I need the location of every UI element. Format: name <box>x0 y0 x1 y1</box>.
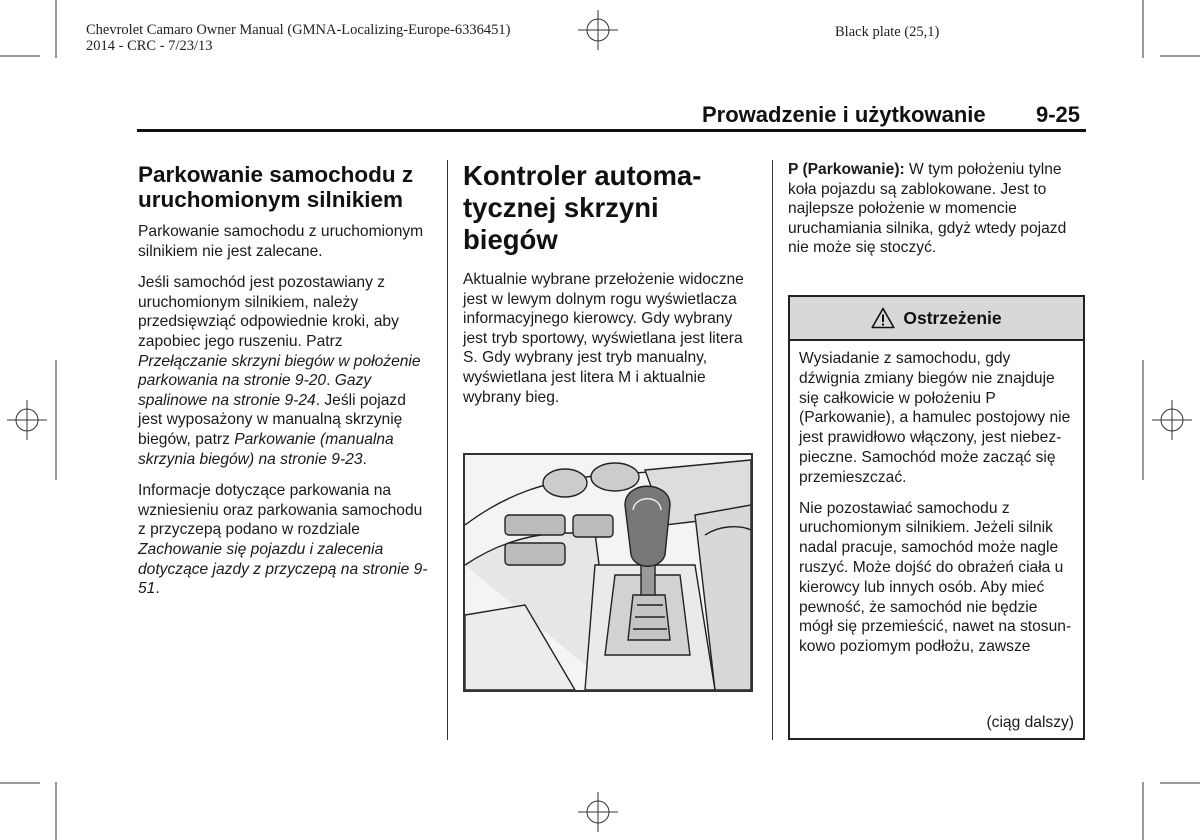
text: Jeśli samochód jest pozostawiany z uruchomionym silnikiem, należy przedsięwziąć odpowiednie kroki, aby zapobiec jego ruszeniu. Patrz <box>138 274 399 350</box>
paragraph <box>138 481 434 599</box>
paragraph: Aktualnie wybrane przełożenie widoczne jest w lewym dolnym rogu wyświetlacza informacyjnego kierowcy. Gdy wybrany jest tryb sportowy, wyświetlana jest litera S. Gdy wybrany jest tryb manualny, wyświetlana jest litera M i aktualnie wybrany bieg. <box>463 271 744 406</box>
text: . <box>155 580 160 598</box>
paragraph <box>788 160 1085 258</box>
warning-paragraph: Wysiadanie z samochodu, gdy dźwignia zmiany biegów nie znajduje się całkowicie w położeniu P (Parkowanie), a hamulec postojowy nie jest prawidłowo włączony, jest niebezpieczne. Samochód może zacząć się przemieszczać. <box>799 350 1071 486</box>
text: W tym położeniu tylne koła pojazdu są zablokowane. Jest to najlepsze położenie w momencie uruchamiania silnika, gdyż wtedy pojazd nie może się stoczyć. <box>788 161 1067 257</box>
shift-lever-illustration <box>463 453 753 692</box>
warning-title: Ostrzeżenie <box>903 307 1002 328</box>
page-number: 9-25 <box>1036 102 1081 127</box>
print-meta-line2: 2014 - CRC - 7/23/13 <box>86 38 213 54</box>
column-divider <box>772 160 773 740</box>
cross-reference: Parkowanie (manualna skrzynia biegów) na stronie 9-23 <box>138 430 394 468</box>
cross-reference: Zachowanie się pojazdu i zalecenia dotyczące jazdy z przyczepą na stronie 9-51 <box>138 540 428 598</box>
continued-note: (ciąg dalszy) <box>986 714 1074 731</box>
paragraph <box>138 273 434 469</box>
warning-paragraph: Nie pozostawiać samochodu z uruchomionym silnikiem. Jeżeli silnik nadal pracuje, samochód może nagle ruszyć. Może dojść do obrażeń ciała u kierowcy lub innych osób. Aby mieć pewność, że samochód nie będzie mógł się przemieścić, nawet na stosunkowo poziomym podłożu, zawsze <box>799 499 1072 656</box>
warning-body <box>790 341 1083 657</box>
text: . Jeśli pojazd jest wyposażony w manualną skrzynię biegów, patrz <box>138 391 406 448</box>
column-divider <box>447 160 448 740</box>
term-label: P (Parkowanie): <box>788 161 905 178</box>
warning-box <box>788 295 1085 740</box>
text: . <box>326 372 335 390</box>
warning-triangle-icon <box>871 307 895 329</box>
running-title: Prowadzenie i użytkowanie <box>702 102 986 127</box>
column-1 <box>138 162 434 611</box>
text: . <box>362 450 367 468</box>
cross-reference: Przełączanie skrzyni biegów w położenie parkowania na stronie 9-20 <box>138 352 421 390</box>
black-plate-label: Black plate (25,1) <box>835 24 940 40</box>
warning-header <box>790 297 1083 341</box>
text: Informacje dotyczące parkowania na wzniesieniu oraz parkowania samochodu z przyczepą podano w rozdziale <box>138 482 423 539</box>
print-meta-line1: Chevrolet Camaro Owner Manual (GMNA-Localizing-Europe-6336451) <box>86 22 511 38</box>
column-3 <box>788 160 1085 270</box>
section-heading-parking: Parkowanie samochodu z uruchomionym silnikiem <box>138 162 414 212</box>
section-heading-shift-lever: Kontroler automatycznej skrzyni biegów <box>463 160 702 255</box>
header-rule <box>137 129 1086 132</box>
paragraph: Parkowanie samochodu z uruchomionym silnikiem nie jest zalecane. <box>138 223 424 260</box>
column-2 <box>463 160 758 419</box>
cross-reference: Gazy spalinowe na stronie 9-24 <box>138 372 372 409</box>
